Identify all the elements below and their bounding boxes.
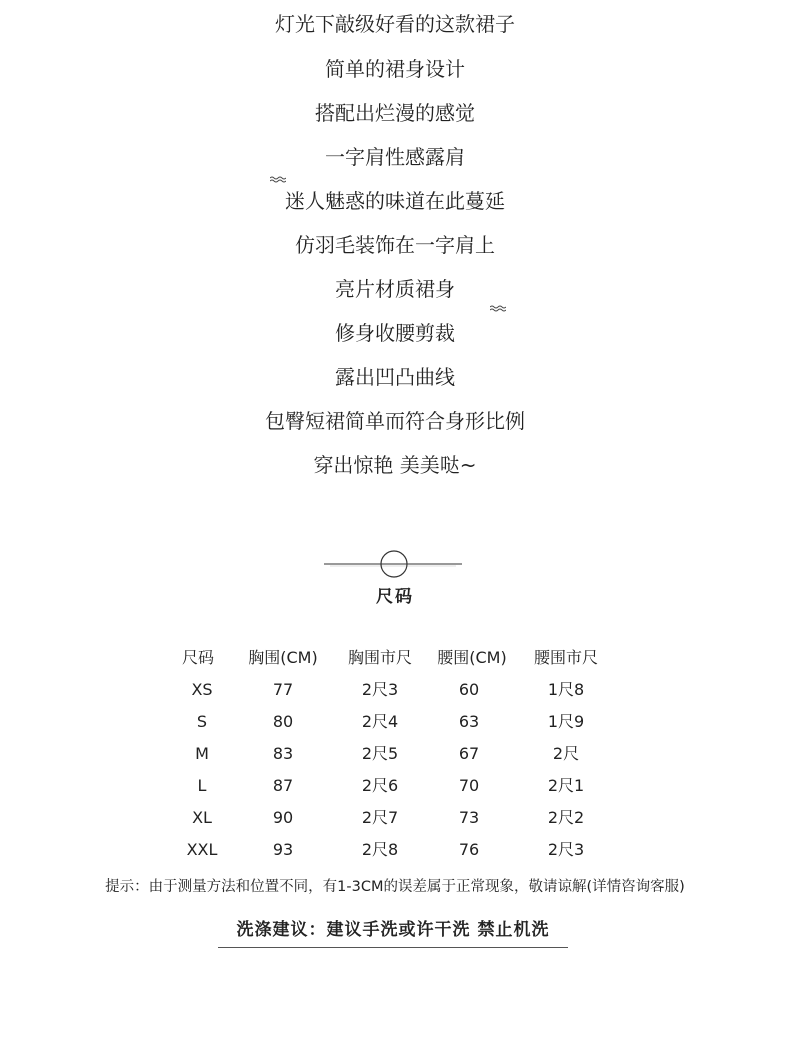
table-cell: 60 (458, 680, 480, 699)
table-cell: 2尺2 (547, 808, 585, 827)
poem-line: 仿羽毛装饰在一字肩上 (295, 233, 495, 257)
table-cell: XS (191, 680, 213, 699)
table-cell: 1尺9 (547, 712, 585, 731)
squiggle-ornament-icon (490, 305, 506, 313)
table-cell: 80 (272, 712, 294, 731)
table-cell: 70 (458, 776, 480, 795)
table-cell: L (197, 776, 207, 795)
poem-line: 包臀短裙简单而符合身形比例 (265, 409, 525, 433)
table-header-row (0, 642, 790, 674)
table-row (0, 802, 790, 834)
table-header-cell: 腰围市尺 (533, 648, 598, 667)
table-cell: 2尺5 (361, 744, 399, 763)
table-header-cell: 胸围市尺 (347, 648, 412, 667)
poem-line: 一字肩性感露肩 (325, 145, 465, 169)
table-cell: XL (192, 808, 212, 827)
table-cell: XXL (186, 840, 218, 859)
poem-line: 亮片材质裙身 (335, 277, 455, 301)
table-cell: 76 (458, 840, 480, 859)
table-cell: 90 (272, 808, 294, 827)
care-underline-divider (218, 947, 568, 948)
squiggle-ornament-icon (270, 176, 286, 184)
circle-divider-icon (322, 548, 464, 580)
table-cell: S (196, 712, 208, 731)
poem-line: 穿出惊艳 美美哒~ (313, 453, 477, 477)
table-cell: 2尺 (552, 744, 580, 763)
table-header-cell: 腰围(CM) (437, 648, 507, 667)
poem-line: 露出凹凸曲线 (335, 365, 455, 389)
poem-line: 灯光下敲级好看的这款裙子 (275, 12, 515, 36)
table-row (0, 738, 790, 770)
table-header-cell: 胸围(CM) (248, 648, 318, 667)
table-cell: 2尺1 (547, 776, 585, 795)
table-cell: 63 (458, 712, 480, 731)
size-section-title: 尺码 (376, 587, 414, 607)
table-row (0, 674, 790, 706)
table-cell: 2尺7 (361, 808, 399, 827)
table-cell: 2尺3 (547, 840, 585, 859)
table-cell: 93 (272, 840, 294, 859)
table-row (0, 770, 790, 802)
table-cell: 73 (458, 808, 480, 827)
poem-line: 迷人魅惑的味道在此蔓延 (285, 189, 505, 213)
table-cell: 1尺8 (547, 680, 585, 699)
table-cell: 83 (272, 744, 294, 763)
table-cell: 2尺8 (361, 840, 399, 859)
poem-line: 修身收腰剪裁 (335, 321, 455, 345)
care-instructions: 洗涤建议：建议手洗或许干洗 禁止机洗 (236, 920, 550, 940)
table-cell: 77 (272, 680, 294, 699)
table-cell: 2尺3 (361, 680, 399, 699)
table-row (0, 706, 790, 738)
table-cell: 87 (272, 776, 294, 795)
table-cell: 2尺4 (361, 712, 399, 731)
table-row (0, 834, 790, 866)
table-cell: 67 (458, 744, 480, 763)
poem-line: 搭配出烂漫的感觉 (315, 101, 475, 125)
measurement-note: 提示：由于测量方法和位置不同，有1-3CM的误差属于正常现象，敬请谅解(详情咨询客服) (105, 879, 685, 895)
table-cell: M (195, 744, 209, 763)
table-header-cell: 尺码 (181, 648, 214, 667)
table-cell: 2尺6 (361, 776, 399, 795)
poem-line: 简单的裙身设计 (325, 57, 465, 81)
